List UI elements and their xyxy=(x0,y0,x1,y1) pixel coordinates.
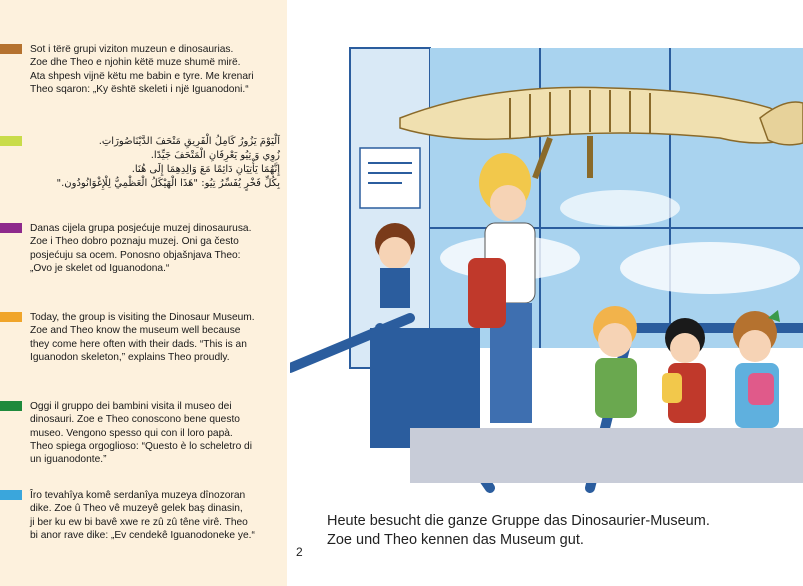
language-color-marker xyxy=(0,44,22,54)
text-line: Iguanodon skeleton,” explains Theo proudly. xyxy=(30,351,230,363)
text-line: Danas cijela grupa posjećuje muzej dinosaurusa. xyxy=(30,223,252,234)
text-line: زُوِي وَ تِيُو يَعْرِفَانِ الْمَتْحَفَ جَيِّدًا. xyxy=(150,150,280,161)
backpack-icon xyxy=(468,258,506,328)
text-line: Zoe and Theo know the museum well because xyxy=(30,325,241,337)
translations-panel xyxy=(0,0,287,586)
text-line: Theo spiega orgoglioso: “Questo è lo scheletro di xyxy=(30,440,252,452)
child-girl-green-bow xyxy=(733,310,780,428)
translation-text xyxy=(30,135,280,191)
text-line: Theo sqaron: „Ky është skeleti i një Iguanodoni.“ xyxy=(30,83,249,95)
language-color-marker xyxy=(0,401,22,411)
child-girl-purple xyxy=(662,318,706,423)
info-panel xyxy=(360,148,420,208)
translation-text xyxy=(30,311,280,364)
text-line: إِنَّهُمَا يَأْتِيَانِ دَائِمًا مَعَ وَالِدِهِمَا إِلَى هُنَا. xyxy=(131,164,280,175)
text-line: they come here often with their dads. “This is an xyxy=(30,338,247,350)
text-line: Îro tevahîya komê serdanîya muzeya dînozoran xyxy=(30,490,246,501)
translation-text xyxy=(30,400,280,466)
text-line: Zoe dhe Theo e njohin këtë muze shumë mirë. xyxy=(30,57,241,69)
language-color-marker xyxy=(0,312,22,322)
language-color-marker xyxy=(0,223,22,233)
text-line: dinosauri. Zoe e Theo conoscono bene questo xyxy=(30,414,240,426)
text-line: un iguanodonte.” xyxy=(30,454,107,466)
caption-line: Zoe und Theo kennen das Museum gut. xyxy=(327,532,584,548)
text-line: bi anor rave dike: „Ev cendekê Iguanodoneke ye.“ xyxy=(30,529,255,541)
translation-text xyxy=(30,489,280,542)
text-line: Zoe i Theo dobro poznaju muzej. Oni ga često xyxy=(30,236,239,248)
museum-illustration xyxy=(290,28,803,498)
text-line: Oggi il gruppo dei bambini visita il museo dei xyxy=(30,401,232,412)
caption-line: Heute besucht die ganze Gruppe das Dinosaurier-Museum. xyxy=(327,513,710,529)
text-line: museo. Vengono spesso qui con il loro papà. xyxy=(30,427,233,439)
text-line: dike. Zoe û Theo vê muzeyê gelek baş dinasin, xyxy=(30,503,243,515)
text-line: Sot i tërë grupi viziton muzeun e dinosaurias. xyxy=(30,44,234,55)
text-line: بِكُلِّ فَخْرٍ يُفَسِّرُ تِيُو: "هَذَا الْهَيْكَلُ الْعَظْمِيُّ لِلْإِغْوَانُودُون." xyxy=(56,178,280,189)
language-color-marker xyxy=(0,490,22,500)
language-color-marker xyxy=(0,136,22,146)
translation-text xyxy=(30,222,280,275)
text-line: „Ovo je skelet od Iguanodona.“ xyxy=(30,262,170,274)
story-caption xyxy=(327,512,787,550)
translation-text xyxy=(30,43,280,96)
floor-step xyxy=(410,428,803,483)
text-line: Ata shpesh vijnë këtu me babin e tyre. Me krenari xyxy=(30,70,254,82)
text-line: Today, the group is visiting the Dinosaur Museum. xyxy=(30,312,255,323)
text-line: اَلْيَوْمَ يَزُورُ كَامِلُ الْفَرِيقِ مَتْحَفَ الدَّيْنَاصُورَاتِ. xyxy=(98,136,280,147)
text-line: posjećuju sa ocem. Ponosno objašnjava Theo: xyxy=(30,249,241,261)
page-number: 2 xyxy=(296,545,303,559)
child-theo xyxy=(593,306,637,418)
text-line: ji ber ku ew bi bavê xwe re zû zû têne virê. Theo xyxy=(30,516,248,528)
